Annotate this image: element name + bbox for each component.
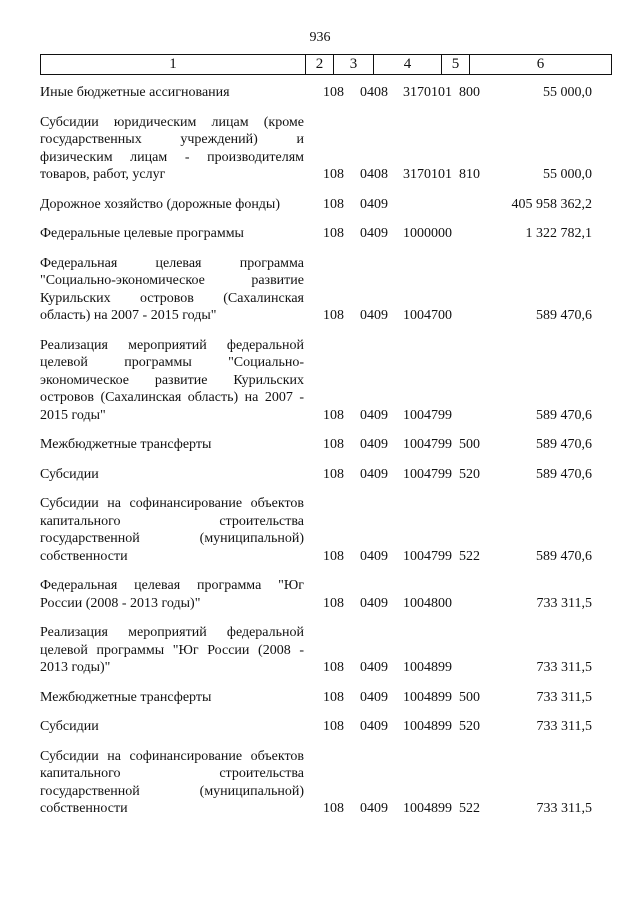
row-name: Субсидии на софинансирование объектов капитального строительства государственной (муниципальной) собственности [40,496,304,564]
row-name: Субсидии [40,466,99,482]
table-row [40,436,612,454]
row-ministry-code: 108 [323,407,344,423]
row-expense-type: 522 [459,548,480,564]
row-section-code: 0409 [360,437,388,452]
row-expense-type: 810 [459,167,480,182]
table-row [40,466,612,484]
row-target-code: 1004899 [403,660,452,675]
header-col-1: 1 [169,56,177,72]
row-section-code: 0408 [360,167,388,182]
row-amount: 589 470,6 [536,437,592,452]
row-section-code: 0409 [360,595,388,611]
row-ministry-code: 108 [323,167,344,182]
header-col-4: 4 [373,55,441,74]
row-ministry-code: 108 [323,719,344,734]
row-ministry-code: 108 [323,226,344,241]
row-name: Реализация мероприятий федеральной целевой программы "Социально-экономическое развитие Курильских островов (Сахалинская область) на 2007 - 2015 годы" [40,337,304,423]
table-row [40,337,612,425]
row-amount: 733 311,5 [536,595,592,611]
page-number: 936 [309,30,331,45]
table-header [40,54,612,75]
row-amount: 589 470,6 [536,407,592,423]
row-target-code: 1004799 [403,466,452,482]
table-row [40,196,612,214]
row-target-code: 1004700 [403,308,452,323]
row-amount: 589 470,6 [536,466,592,482]
row-section-code: 0409 [360,660,388,675]
row-amount: 55 000,0 [543,85,592,100]
row-target-code: 1004899 [403,719,452,734]
row-name: Субсидии юридическим лицам (кроме государственных учреждений) и физическим лицам - производителям товаров, работ, услуг [40,114,304,182]
row-expense-type: 520 [459,719,480,734]
row-amount: 733 311,5 [536,660,592,675]
table-body [40,84,612,830]
row-section-code: 0409 [360,308,388,323]
row-name: Субсидии [40,719,99,734]
table-row [40,624,612,677]
row-ministry-code: 108 [323,660,344,675]
row-amount: 1 322 782,1 [525,226,592,241]
row-target-code: 1004800 [403,595,452,611]
row-amount: 733 311,5 [536,689,592,705]
row-amount: 589 470,6 [536,548,592,564]
row-target-code: 1004899 [403,801,452,816]
row-target-code: 1004899 [403,689,452,705]
row-name: Федеральные целевые программы [40,226,244,241]
row-ministry-code: 108 [323,196,344,212]
row-target-code: 1004799 [403,548,452,564]
table-row [40,718,612,736]
table-row [40,748,612,818]
table-row [40,225,612,243]
row-section-code: 0409 [360,548,388,564]
row-section-code: 0408 [360,85,388,100]
row-amount: 733 311,5 [536,719,592,734]
row-section-code: 0409 [360,407,388,423]
table-row [40,255,612,325]
header-col-6: 6 [469,55,611,74]
row-name: Реализация мероприятий федеральной целевой программы "Юг России (2008 - 2013 годы)" [40,625,304,675]
row-expense-type: 500 [459,689,480,705]
row-name: Межбюджетные трансферты [40,437,212,452]
row-ministry-code: 108 [323,801,344,816]
row-target-code: 3170101 [403,167,452,182]
row-name: Дорожное хозяйство (дорожные фонды) [40,196,281,212]
row-target-code: 1000000 [403,226,452,241]
row-name: Иные бюджетные ассигнования [40,85,230,100]
row-section-code: 0409 [360,689,388,705]
row-section-code: 0409 [360,719,388,734]
row-amount: 589 470,6 [536,308,592,323]
row-section-code: 0409 [360,226,388,241]
row-name: Субсидии на софинансирование объектов капитального строительства государственной (муниципальной) собственности [40,748,304,816]
row-target-code: 1004799 [403,407,452,423]
table-row [40,84,612,102]
row-ministry-code: 108 [323,437,344,452]
header-col-5: 5 [441,55,469,74]
row-ministry-code: 108 [323,85,344,100]
row-target-code: 3170101 [403,85,452,100]
row-ministry-code: 108 [323,595,344,611]
row-name: Межбюджетные трансферты [40,689,212,705]
row-section-code: 0409 [360,801,388,816]
row-ministry-code: 108 [323,466,344,482]
header-col-3: 3 [333,55,373,74]
row-name: Федеральная целевая программа "Юг России (2008 - 2013 годы)" [40,578,304,611]
table-row [40,689,612,707]
row-ministry-code: 108 [323,308,344,323]
row-expense-type: 520 [459,466,480,482]
row-ministry-code: 108 [323,689,344,705]
table-row [40,495,612,565]
row-ministry-code: 108 [323,548,344,564]
row-target-code: 1004799 [403,437,452,452]
row-section-code: 0409 [360,196,388,212]
row-section-code: 0409 [360,466,388,482]
row-amount: 405 958 362,2 [511,196,592,212]
row-name: Федеральная целевая программа "Социально-экономическое развитие Курильских островов (Сахалинская область) на 2007 - 2015 годы" [40,255,304,323]
row-expense-type: 500 [459,437,480,452]
row-expense-type: 800 [459,85,480,100]
table-row [40,577,612,612]
row-amount: 733 311,5 [536,801,592,816]
header-col-2: 2 [305,55,333,74]
row-amount: 55 000,0 [543,167,592,182]
table-row [40,114,612,184]
row-expense-type: 522 [459,801,480,816]
